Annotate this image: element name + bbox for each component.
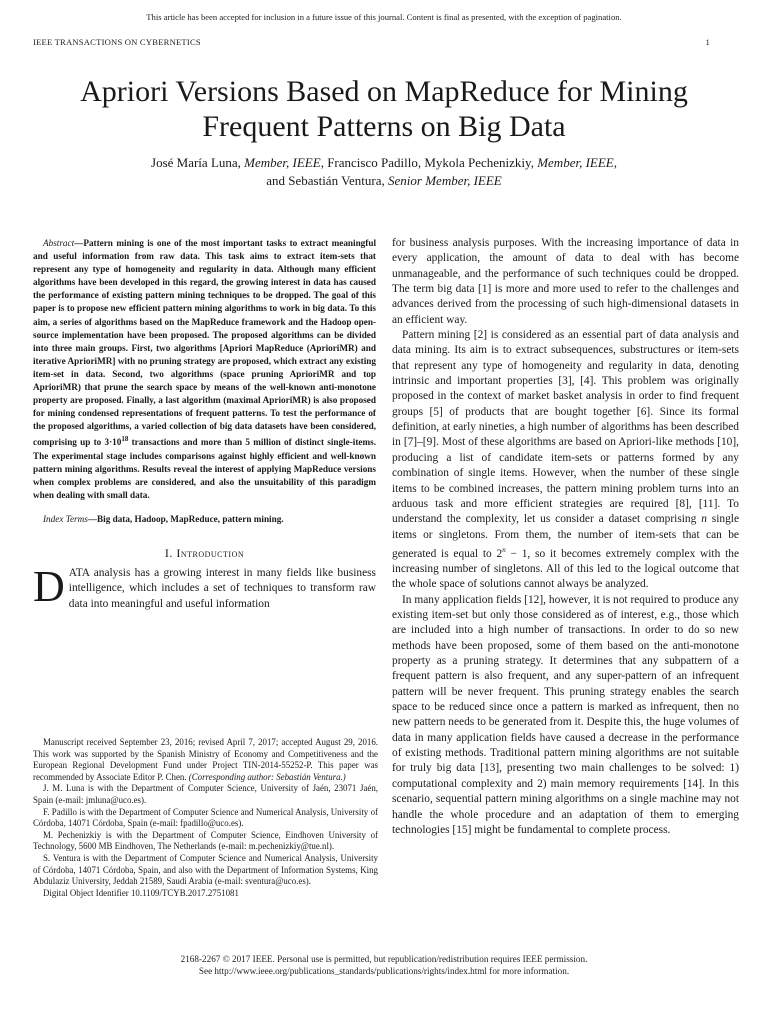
section-heading-introduction: I. Introduction [164, 545, 245, 560]
abstract: Abstract—Pattern mining is one of the most important tasks to extract meaningful and useful information from raw data. This task aims to extract item-sets that represent any type of homogeneity and regularity in data. Although many efficient algorithms have been developed in this regard, the growing interest in data has caused the performance of existing pattern mining techniques to be dropped. The goal of this paper is to propose new efficient pattern mining algorithms to work in big data. To this aim, a series of algorithms based on the MapReduce framework and the Hadoop open-source implementation have been proposed. The proposed algorithms can be divided into three main groups. First, two algorithms [Apriori MapReduce (AprioriMR) and iterative AprioriMR] with no pruning strategy are proposed, which extract any existing item-set in data. Second, two algorithms (space pruning AprioriMR and top AprioriMR) that prune the search space by means of the well-known anti-monotone property are proposed. Finally, a last algorithm (maximal AprioriMR) is also proposed for mining condensed representations of frequent patterns. To test the performance of the proposed algorithms, a varied collection of big data datasets have been considered, comprising up to $3\cdot 10^{18}$ transactions and more than 5 million of distinct single-items. The experimental stage includes comparisons against highly efficient and well-known pattern mining algorithms. Results reveal the interest of applying MapReduce versions when complex problems are considered, and also the unsuitability of this paradigm when dealing with small data. [33, 238, 376, 500]
drop-cap: D [33, 561, 65, 611]
footnotes [33, 737, 378, 899]
running-head [33, 37, 710, 47]
copyright-notice [0, 953, 768, 977]
body-paragraph-1: for business analysis purposes. With the increasing importance of data in every application, the amount of data to deal with has become unmanageable, and the performance of such techniques could be dropped. The term big data [1] is more and more used to refer to the challenges and advances derived from the processing of such high-dimensional datasets in an efficient way. [392, 237, 739, 326]
footnote-pechenizkiy: M. Pechenizkiy is with the Department of Computer Science, Eindhoven University of Technology, 5600 MB Eindhoven, The Netherlands (e-mail: m.pechenizkiy@tue.nl). [33, 829, 378, 852]
journal-name: IEEE TRANSACTIONS ON CYBERNETICS [33, 37, 201, 47]
footnote-manuscript: Manuscript received September 23, 2016; revised April 7, 2017; accepted August 29, 2016. This work was supported by the Spanish Ministry of Economy and Competitiveness and the European Regional Development Fund under Project TIN-2014-55252-P. This paper was recommended by Associate Editor P. Chen. (Corresponding author: Sebastián Ventura.) [33, 737, 378, 782]
title-line-1: Apriori Versions Based on MapReduce for Mining [80, 75, 688, 108]
footnote-doi: Digital Object Identifier 10.1109/TCYB.2017.2751081 [43, 887, 239, 898]
index-terms: Index Terms—Big data, Hadoop, MapReduce, pattern mining. [43, 513, 284, 524]
author-line-1: José María Luna, Member, IEEE, Francisco Padillo, Mykola Pechenizkiy, Member, IEEE, [151, 155, 617, 170]
copyright-line-1: 2168-2267 © 2017 IEEE. Personal use is permitted, but republication/redistribution requires IEEE permission. [180, 954, 588, 964]
body-paragraph-2: Pattern mining [2] is considered as an essential part of data analysis and data mining. Its aim is to extract subsequences, substructures or item-sets that represent any type of homogeneity and regularity in data, denoting intrinsic and important properties [3], [4]. This problem was originally proposed in the context of market basket analysis in order to find frequent groups [5] of products that are bought together [6]. Since its formal definition, at early nineties, a high number of algorithms has been described in [7]–[9]. Most of these algorithms are based on Apriori-like methods [10], producing a list of candidate item-sets or patterns formed by any combination of single items. However, when the number of these single items to be combined increases, the pattern mining problem turns into an arduous task and more efficient strategies are required [8], [11]. To understand the complexity, let us consider a dataset comprising n single items or singletons. From them, the number of item-sets that can be generated is equal to $2^n - 1$, so it becomes extremely complex with the increasing number of singletons. All of this led to the logical outcome that the whole space of solutions cannot always be analyzed. [392, 329, 739, 591]
acceptance-notice: This article has been accepted for inclusion in a future issue of this journal. Content is final as presented, with the exception of pagination. [146, 12, 622, 22]
footnote-luna: J. M. Luna is with the Department of Computer Science, University of Jaén, 23071 Jaén, Spain (e-mail: jmluna@uco.es). [33, 783, 378, 805]
footnote-padillo: F. Padillo is with the Department of Computer Science and Numerical Analysis, University of Córdoba, 14071 Córdoba, Spain (e-mail: fpadillo@uco.es). [33, 806, 378, 829]
page-number: 1 [705, 37, 710, 47]
body-paragraph-3: In many application fields [12], however, it is not required to produce any existing item-set but only those considered as of interest, e.g., those which are included into a high number of transactions. In order to do so new methods have been proposed, some of them based on the anti-monotone property as a pruning strategy. It determines that any subpattern of a frequent pattern is also frequent, and any super-pattern of an infrequent pattern will be never frequent. This pruning strategy enables the search space to be reduced since once a pattern is marked as infrequent, then no new pattern needs to be generated from it. Despite this, the huge volumes of data in many application fields have caused a decrease in the performance of existing methods. Traditional pattern mining algorithms are not suitable for truly big data [13], presenting two main challenges to be solved: 1) computational complexity and 2) main memory requirements [14]. In this scenario, sequential pattern mining algorithms on a single machine may not handle the whole procedure and an adaptation of them to emerging technologies [15] might be fundamental to complete process. [392, 593, 739, 836]
author-line-2: and Sebastián Ventura, Senior Member, IEEE [266, 173, 502, 188]
copyright-line-2: See http://www.ieee.org/publications_standards/publications/rights/index.html for more information. [198, 966, 570, 976]
title-line-2: Frequent Patterns on Big Data [202, 110, 566, 143]
abstract-label: Abstract [43, 238, 75, 248]
footnote-ventura: S. Ventura is with the Department of Computer Science and Numerical Analysis, University of Córdoba, 14071 Córdoba, Spain, and also with the Department of Information Systems, King Abdulaziz University, Jeddah 21589, Saudi Arabia (e-mail: sventura@uco.es). [33, 852, 378, 887]
author-list [0, 154, 768, 190]
left-column [33, 237, 376, 612]
index-terms-label: Index Terms [43, 513, 88, 524]
introduction-paragraph: DATA analysis has a growing interest in many fields like business intelligence, which includes a set of techniques to transform raw data into meaningful and useful information [33, 561, 376, 611]
paper-title [0, 74, 768, 144]
right-column [392, 236, 739, 838]
